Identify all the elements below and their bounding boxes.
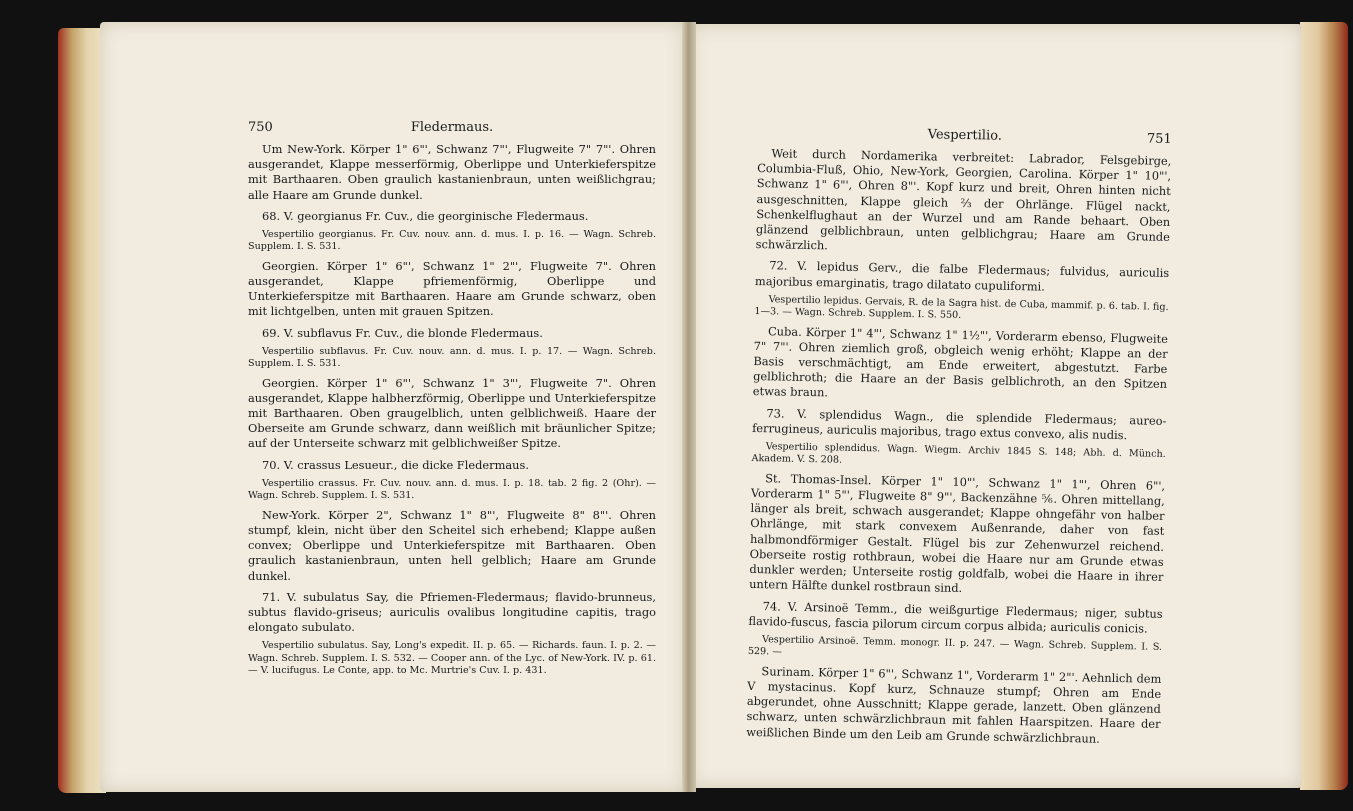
left-running-head <box>248 120 656 142</box>
species-heading: 68. V. georgianus Fr. Cuv., die georginische Fledermaus. <box>262 208 589 223</box>
synonym-reference: Vespertilio subflavus. Fr. Cuv. nouv. ann. d. mus. I. p. 17. — Wagn. Schreb. Supplem. I. S. 531. <box>248 345 656 370</box>
left-page-text <box>248 120 656 683</box>
synonym-reference: Vespertilio splendidus. Wagn. Wiegm. Archiv 1845 S. 148; Abh. d. Münch. Akadem. V. S. 208. <box>751 441 1166 467</box>
left-page-number: 750 <box>248 120 273 135</box>
book-gutter <box>682 22 696 792</box>
species-description: St. Thomas-Insel. Körper 1" 10"', Schwanz 1" 1"', Ohren 6"', Vorderarm 1" 5"', Flugweite 8" 9"', Backenzähne ⅚. Ohren mittellang, länger als breit, schwach ausgerandet; Klappe ohngefähr von halber Ohrlänge, mit stark convexem Außenrande, daher von fast halbmondförmiger Gestalt. Flügel bis zur Zehenwurzel reichend. Oberseite rostig rothbraun, wobei die Haare nur am Grunde etwas dunkler werden; Unterseite rostig goldfalb, wobei die Haare in ihrer untern Hälfte dunkel rostbraun sind. <box>749 471 1166 596</box>
species-description: New-York. Körper 2", Schwanz 1" 8"', Flugweite 8" 8"'. Ohren stumpf, klein, nicht über den Scheitel sich erhebend; Klappe außen convex; Oberlippe und Unterkieferspitze mit Barthaaren. Oben graulich kastanienbraun, unten hell gelblich; Haare am Grunde dunkel. <box>248 507 656 583</box>
synonym-reference: Vespertilio crassus. Fr. Cuv. nouv. ann. d. mus. I. p. 18. tab. 2 fig. 2 (Ohr). — Wagn. Schreb. Supplem. I. S. 531. <box>248 477 656 502</box>
species-description: Cuba. Körper 1" 4"', Schwanz 1" 1½"', Vorderarm ebenso, Flugweite 7" 7"'. Ohren ziemlich groß, obgleich wenig erhöht; Klappe an der Basis verschmächtigt, am Ende erweitert, abgestutzt. Farbe gelblichroth; die Haare an der Basis gelblichroth, an den Spitzen etwas braun. <box>752 323 1169 400</box>
right-page-edges <box>1300 22 1348 790</box>
species-heading: 73. V. splendidus Wagn., die splendide Fledermaus; aureo-ferrugineus, auriculis majoribus, trago extus convexo, alis nudis. <box>752 405 1167 443</box>
right-page-text <box>746 124 1172 753</box>
species-heading: 74. V. Arsinoë Temm., die weißgurtige Fledermaus; niger, subtus flavido-fuscus, fascia pilorum circum corpus albida; auriculis conicis. <box>748 598 1163 636</box>
right-page-number: 751 <box>1146 131 1172 147</box>
species-description: Weit durch Nordamerika verbreitet: Labrador, Felsgebirge, Columbia-Fluß, Ohio, New-York, Georgien, Carolina. Körper 1" 10"', Schwanz 1" 6"', Ohren 8"'. Kopf kurz und breit, Ohren hinten nicht ausgeschnitten, Klappe gleich ⅔ der Ohrlänge. Flügel nackt, Schenkelflughaut an der Wurzel und am Rande behaart. Oben glänzend gelblichbraun, unten gelblichgrau; Haare am Grunde schwärzlich. <box>755 146 1172 253</box>
species-heading: 72. V. lepidus Gerv., die falbe Fledermaus; fulvidus, auriculis majoribus emarginatis, trago dilatato cupuliformi. <box>754 258 1170 294</box>
synonym-reference: Vespertilio georgianus. Fr. Cuv. nouv. ann. d. mus. I. p. 16. — Wagn. Schreb. Supplem. I. S. 531. <box>248 229 656 253</box>
species-description: Georgien. Körper 1" 6"', Schwanz 1" 2"', Flugweite 7". Ohren ausgerandet, Klappe pfriemenförmig, Oberlippe und Unterkieferspitze mit Barthaaren. Haare am Grunde schwarz, oben mit lichtgelben, unten mit grauen Spitzen. <box>248 258 656 319</box>
left-page-edges <box>58 28 106 793</box>
species-description: Georgien. Körper 1" 6"', Schwanz 1" 3"', Flugweite 7". Ohren ausgerandet, Klappe halbherzförmig, Oberlippe und Unterkieferspitze mit Barthaaren. Oben graugelblich, unten gelblichweiß. Haare der Oberseite am Grunde schwarz, dann weißlich mit bräunlicher Spitze; auf der Unterseite schwarz mit gelblichweißer Spitze. <box>248 375 656 451</box>
right-running-title: Vespertilio. <box>927 127 1003 144</box>
left-running-title: Fledermaus. <box>410 120 494 135</box>
synonym-reference: Vespertilio subulatus. Say, Long's expedit. II. p. 65. — Richards. faun. I. p. 2. — Wagn. Schreb. Supplem. I. S. 532. — Cooper ann. of the Lyc. of New-York. IV. p. 61. — V. lucifugus. Le Conte, app. to Mc. Murtrie's Cuv. I. p. 431. <box>248 640 656 677</box>
species-description: Surinam. Körper 1" 6"', Schwanz 1", Vorderarm 1" 2"'. Aehnlich dem V mystacinus. Kopf kurz, Schnauze stumpf; Ohren am Ende abgerundet, ohne Ausschnitt; Klappe gerade, lanzett. Oben glänzend schwarz, unten schwärzlichbraun mit fahlen Haarspitzen. Haare der weißlichen Binde um den Leib am Grunde schwärzlichbraun. <box>746 663 1162 746</box>
species-heading: 71. V. subulatus Say, die Pfriemen-Fledermaus; flavido-brunneus, subtus flavido-griseus; auriculis ovalibus longitudine capitis, trago elongato subulato. <box>248 589 656 635</box>
synonym-reference: Vespertilio lepidus. Gervais, R. de la Sagra hist. de Cuba, mammif. p. 6. tab. I. fig. 1—3. — Wagn. Schreb. Supplem. I. S. 550. <box>754 294 1169 322</box>
synonym-reference: Vespertilio Arsinoë. Temm. monogr. II. p. 247. — Wagn. Schreb. Supplem. I. S. 529. — <box>747 634 1163 658</box>
species-heading: 70. V. crassus Lesueur., die dicke Fledermaus. <box>262 457 529 472</box>
left-paragraph: Um New-York. Körper 1" 6"', Schwanz 7"', Flugweite 7" 7"'. Ohren ausgerandet, Klappe messerförmig, Oberlippe und Unterkieferspitze mit Barthaaren. Oben graulich kastanienbraun, unten weißlichgrau; alle Haare am Grunde dunkel. <box>248 142 656 202</box>
species-heading: 69. V. subflavus Fr. Cuv., die blonde Fledermaus. <box>262 325 543 340</box>
